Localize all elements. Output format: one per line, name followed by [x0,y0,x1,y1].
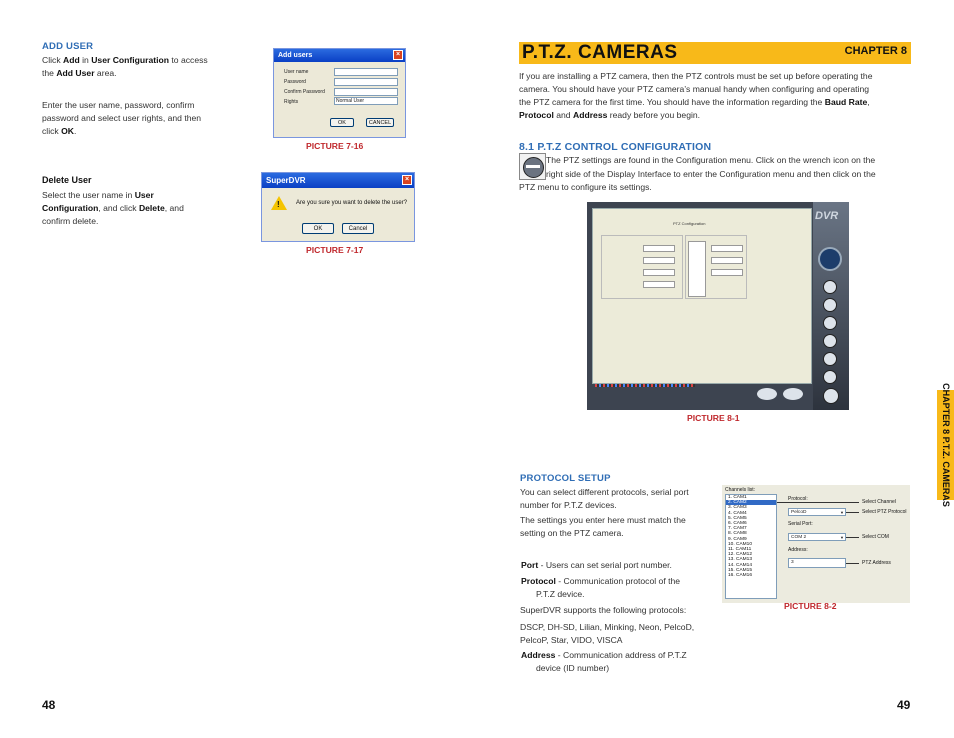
cancel-button: CANCEL [366,118,394,127]
protocol-select: PelcoD ▼ [788,508,846,516]
protocol-label: Protocol: [788,496,808,502]
dvr-power-icon [823,388,839,404]
ptz-channel-config-screenshot [722,485,910,603]
page-number-right: 49 [897,698,911,712]
supported-protocols-intro: SuperDVR supports the following protocols: [520,605,687,615]
chevron-down-icon: ▼ [840,510,844,515]
channel-list-item: 10. CAM10 [728,541,752,547]
delete-confirm-dialog-screenshot: SuperDVR × ! Are you sure you want to delete the user? OK Cancel [261,172,415,242]
dvr-button-icon [823,334,837,348]
address-definition: Address - Communication address of P.T.Z device (ID number) [521,650,687,673]
channel-list-item: 13. CAM13 [728,557,752,563]
callout-line [846,563,859,564]
protocol-intro: You can select different protocols, serial port number for P.T.Z devices. [520,487,689,510]
add-users-dialog-screenshot [273,48,406,138]
channel-list-item: 3. CAM3 [728,505,747,511]
channel-list-item: 14. CAM14 [728,562,752,568]
caption-picture-7-16: PICTURE 7-16 [306,141,364,151]
dialog-titlebar: Add users × [274,49,405,62]
side-tab-label: CHAPTER 8 P.T.Z. CAMERAS [940,383,951,507]
close-icon: × [393,50,403,60]
section-8-1-heading: 8.1 P.T.Z CONTROL CONFIGURATION [519,141,712,153]
callout-ptz-address: PTZ Address [862,560,891,566]
chapter-label: CHAPTER 8 [844,45,907,57]
sec81-line-3: PTZ menu to configure its settings. [519,182,652,192]
callout-select-protocol: Select PTZ Protocol [862,509,907,515]
channel-list-item: 15. CAM15 [728,567,752,573]
channels-list [725,494,777,599]
add-user-paragraph-1: Click Add in User Configuration to access the Add User area. [42,55,208,78]
caption-picture-8-2: PICTURE 8-2 [784,601,837,611]
channel-list-item: 1. CAM1 [728,495,747,500]
dvr-button-icon [823,280,837,294]
confirm-password-field [334,88,398,96]
delete-user-heading: Delete User [42,175,92,185]
ptz-panel-title: PTZ Configuration [673,221,706,226]
channel-list-item: 4. CAM4 [728,510,747,516]
callout-select-com: Select COM [862,534,889,540]
callout-line [846,512,859,513]
channel-list-item: 9. CAM9 [728,536,747,542]
channel-list-item: 8. CAM8 [728,531,747,537]
caption-picture-8-1: PICTURE 8-1 [687,413,740,423]
serial-port-label: Serial Port: [788,521,813,527]
caption-picture-7-17: PICTURE 7-17 [306,245,364,255]
ptz-config-panel [592,208,812,384]
protocol-definition: Protocol - Communication protocol of the P.T.Z device. [521,576,681,599]
username-field [334,68,398,76]
chevron-down-icon: ▼ [840,535,844,540]
protocol-match-note: The settings you enter here must match the setting on the PTZ camera. [520,515,686,538]
dvr-button-icon [823,352,837,366]
dvr-button-icon [823,316,837,330]
label-password: Password [284,79,306,85]
close-icon: × [402,175,412,185]
dvr-button-icon [823,298,837,312]
password-field [334,78,398,86]
dialog-message: Are you sure you want to delete the user? [296,200,408,206]
channel-list-item: 12. CAM12 [728,552,752,558]
address-field: 3 [788,558,846,568]
port-definition: Port - Users can set serial port number. [521,560,672,570]
channels-list-label: Channels list: [725,487,756,493]
cancel-button: Cancel [342,223,374,234]
sec81-line-2: right side of the Display Interface to enter the Configuration menu and then click on the [546,169,876,179]
dvr-dial-icon [818,247,842,271]
rights-select: Normal User [334,97,398,105]
chapter-banner [519,42,911,64]
chapter-side-tab [937,383,954,507]
supported-protocols-list: DSCP, DH-SD, Lilian, Minking, Neon, PelcoD, PelcoP, Star, VIDO, VISCA [520,622,695,645]
dvr-logo: DVR [815,210,839,222]
protocol-setup-heading: PROTOCOL SETUP [520,473,611,484]
address-label: Address: [788,547,808,553]
chapter-title: P.T.Z. CAMERAS [522,42,678,63]
dialog-titlebar: SuperDVR × [262,173,414,188]
channel-list-item: 6. CAM6 [728,521,747,527]
channel-list-item: 11. CAM11 [728,547,752,553]
ok-button: OK [330,118,354,127]
ok-button: OK [302,223,334,234]
intro-paragraph: If you are installing a PTZ camera, then the PTZ controls must be set up before operating the camera. You should have your PTZ camera’s manual handy when configuring and operating the PTZ camera for the first time. You should have the information regarding the Baud Rate, Protocol and Address ready before you begin. [519,71,873,120]
channel-list-item: 16. CAM16 [728,573,752,579]
wrench-icon [519,153,546,180]
callout-select-channel: Select Channel [862,499,896,505]
delete-user-paragraph: Select the user name in User Configuration, and click Delete, and confirm delete. [42,190,184,226]
add-user-heading: ADD USER [42,41,94,52]
dvr-interface-screenshot [587,202,849,410]
label-rights: Rights [284,99,299,105]
page-number-left: 48 [42,698,56,712]
label-confirm-password: Confirm Password [284,89,325,95]
label-username: User name [284,69,309,75]
channel-list-item: 5. CAM5 [728,515,747,521]
serial-port-select: COM 2 ▼ [788,533,846,541]
add-user-paragraph-2: Enter the user name, password, confirm password and select user rights, and then click OK. [42,100,202,136]
dvr-button-icon [823,370,837,384]
callout-line [846,537,859,538]
channel-list-item: 2. CAM2 [726,500,776,505]
callout-line [777,502,859,503]
channel-list-item: 7. CAM7 [728,526,747,532]
sec81-line-1: The PTZ settings are found in the Configuration menu. Click on the wrench icon on the [546,155,876,165]
